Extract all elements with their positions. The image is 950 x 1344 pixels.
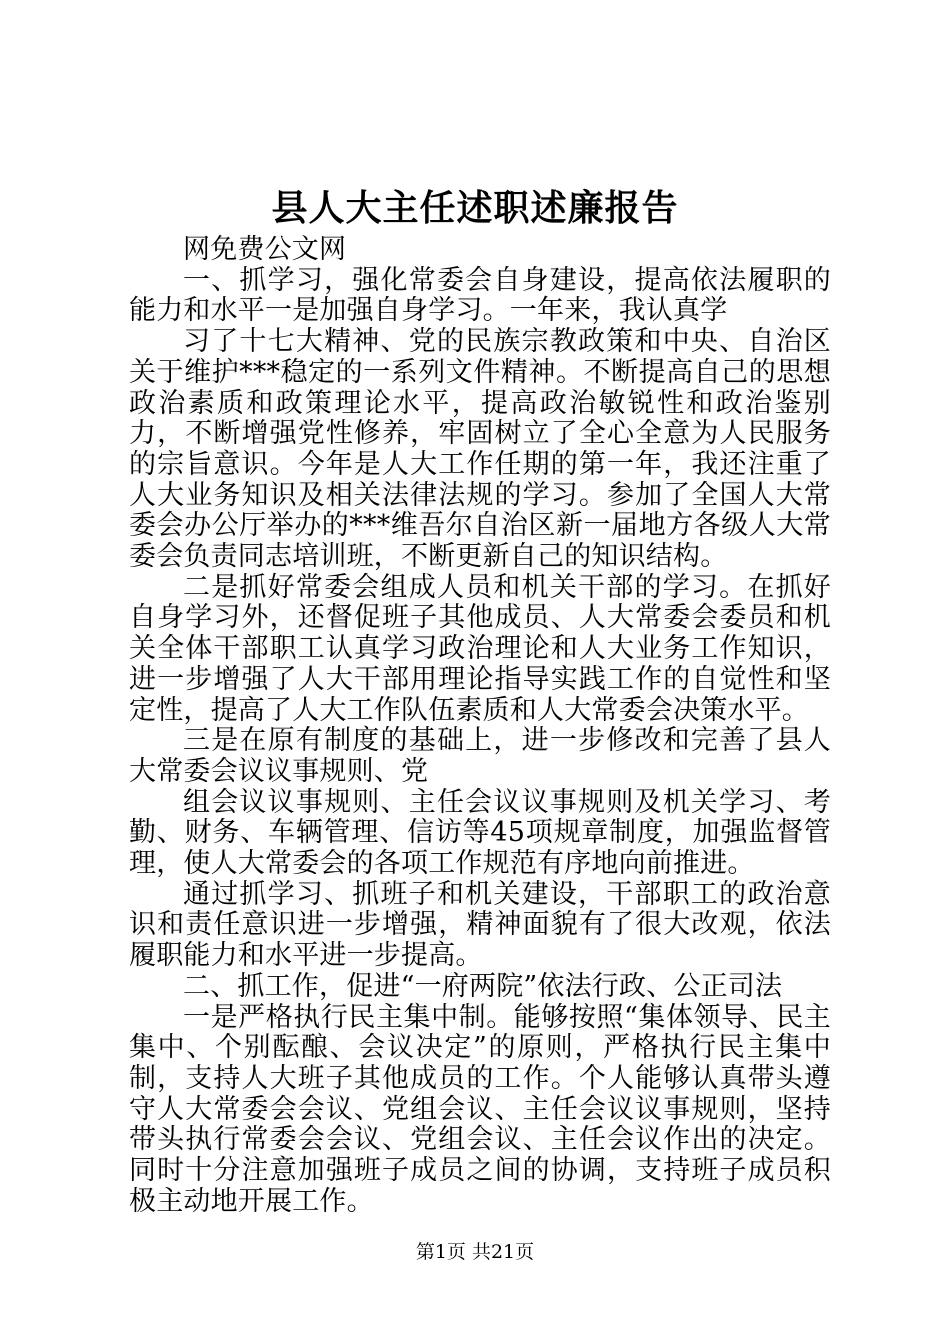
paragraph-staff-study: 二是抓好常委会组成人员和机关干部的学习。在抓好自身学习外，还督促班子其他成员、人大常委会委员和机关全体干部职工认真学习政治理论和人大业务工作知识，进一步增强了人大干部用理论指导实践工作的自觉性和坚定性，提高了人大工作队伍素质和人大常委会决策水平。 [129,571,831,726]
paragraph-democratic-centralism: 一是严格执行民主集中制。能够按照“集体领导、民主集中、个别酝酿、会议决定”的原则，严格执行民主集中制，支持人大班子其他成员的工作。个人能够认真带头遵守人大常委会会议、党组会议、主任会议议事规则，坚持带头执行常委会会议、党组会议、主任会议作出的决定。同时十分注意加强班子成员之间的协调，支持班子成员积极主动地开展工作。 [129,1001,831,1217]
page-number-footer: 第1页 共21页 [415,1241,535,1263]
paragraph-rules-intro: 三是在原有制度的基础上，进一步修改和完善了县人大常委会议议事规则、党 [129,725,831,787]
paragraph-summary: 通过抓学习、抓班子和机关建设，干部职工的政治意识和责任意识进一步增强，精神面貌有了很大改观，依法履职能力和水平进一步提高。 [129,878,831,972]
document-body [129,235,831,1218]
paragraph-section-one-heading: 一、抓学习，强化常委会自身建设，提高依法履职的能力和水平一是加强自身学习。一年来，我认真学 [129,264,831,327]
document-title: 县人大主任述职述廉报告 [271,187,679,229]
paragraph-source: 网免费公文网 [183,234,347,265]
paragraph-rules-detail: 组会议议事规则、主任会议议事规则及机关学习、考勤、财务、车辆管理、信访等45项规章制度，加强监督管理，使人大常委会的各项工作规范有序地向前推进。 [129,786,831,880]
paragraph-section-two-heading: 二、抓工作，促进“一府两院”依法行政、公正司法 [183,970,783,1002]
paragraph-self-study: 习了十七大精神、党的民族宗教政策和中央、自治区关于维护***稳定的一系列文件精神。不断提高自己的思想政治素质和政策理论水平，提高政治敏锐性和政治鉴别力，不断增强党性修养，牢固树立了全心全意为人民服务的宗旨意识。今年是人大工作任期的第一年，我还注重了人大业务知识及相关法律法规的学习。参加了全国人大常委会办公厅举办的***维吾尔自治区新一届地方各级人大常委会负责同志培训班，不断更新自己的知识结构。 [129,326,831,573]
